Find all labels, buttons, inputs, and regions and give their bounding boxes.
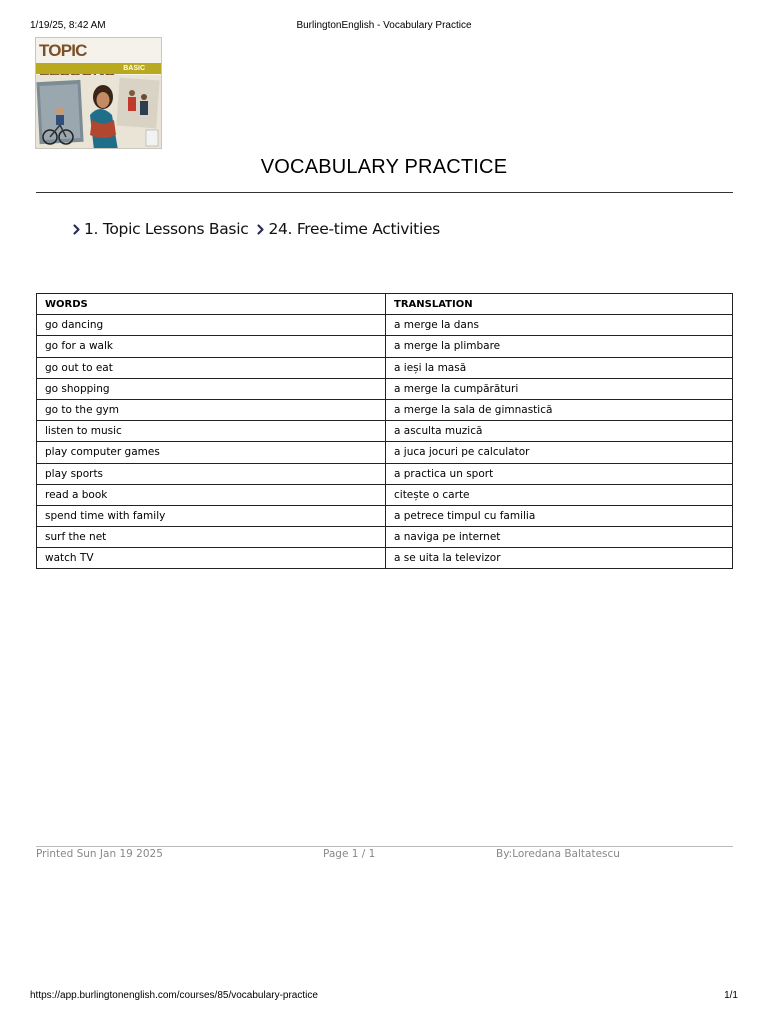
- table-row: [37, 484, 733, 505]
- logo-photo-collage: [36, 75, 162, 149]
- table-row: [37, 442, 733, 463]
- table-row: [37, 505, 733, 526]
- translation-cell: a asculta muzică: [386, 421, 733, 442]
- table-row: [37, 378, 733, 399]
- print-page-count: 1/1: [724, 990, 738, 1001]
- table-row: [37, 336, 733, 357]
- translation-cell: a merge la sala de gimnastică: [386, 399, 733, 420]
- logo-subtitle: BASIC: [123, 65, 145, 72]
- print-page-title: BurlingtonEnglish - Vocabulary Practice: [296, 20, 472, 31]
- chevron-right-icon: [256, 221, 266, 237]
- column-header-words: WORDS: [37, 294, 386, 315]
- translation-cell: a merge la cumpărături: [386, 378, 733, 399]
- breadcrumb-item-lesson[interactable]: [256, 220, 440, 238]
- table-row: [37, 315, 733, 336]
- column-header-translation: TRANSLATION: [386, 294, 733, 315]
- word-cell: spend time with family: [37, 505, 386, 526]
- vocabulary-table: [36, 293, 733, 569]
- breadcrumb: [72, 220, 448, 238]
- title-divider: [36, 192, 733, 193]
- word-cell: watch TV: [37, 548, 386, 569]
- page-title: VOCABULARY PRACTICE: [260, 156, 508, 178]
- print-header: [30, 20, 738, 34]
- word-cell: surf the net: [37, 527, 386, 548]
- word-cell: go out to eat: [37, 357, 386, 378]
- breadcrumb-item-course[interactable]: [72, 220, 248, 238]
- table-row: [37, 399, 733, 420]
- topic-lessons-logo: [35, 37, 162, 149]
- translation-cell: a se uita la televizor: [386, 548, 733, 569]
- translation-cell: a ieși la masă: [386, 357, 733, 378]
- word-cell: listen to music: [37, 421, 386, 442]
- document-footer: [0, 848, 768, 862]
- author: By:Loredana Baltatescu: [496, 848, 620, 860]
- word-cell: read a book: [37, 484, 386, 505]
- printed-date: Printed Sun Jan 19 2025: [36, 848, 163, 860]
- print-footer: [30, 990, 738, 1004]
- translation-cell: a naviga pe internet: [386, 527, 733, 548]
- chevron-right-icon: [72, 221, 82, 237]
- page-number: Page 1 / 1: [323, 848, 376, 860]
- translation-cell: a practica un sport: [386, 463, 733, 484]
- breadcrumb-label: 1. Topic Lessons Basic: [84, 220, 249, 238]
- logo-title: TOPIC: [39, 41, 87, 60]
- word-cell: go to the gym: [37, 399, 386, 420]
- translation-cell: a merge la dans: [386, 315, 733, 336]
- table-row: [37, 421, 733, 442]
- translation-cell: a juca jocuri pe calculator: [386, 442, 733, 463]
- table-row: [37, 463, 733, 484]
- translation-cell: a merge la plimbare: [386, 336, 733, 357]
- footer-divider: [36, 846, 733, 847]
- table-row: [37, 527, 733, 548]
- word-cell: go dancing: [37, 315, 386, 336]
- table-row: [37, 357, 733, 378]
- translation-cell: a petrece timpul cu familia: [386, 505, 733, 526]
- word-cell: go shopping: [37, 378, 386, 399]
- table-row: [37, 548, 733, 569]
- print-datetime: 1/19/25, 8:42 AM: [30, 20, 106, 31]
- table-header-row: [37, 294, 733, 315]
- translation-cell: citește o carte: [386, 484, 733, 505]
- word-cell: play computer games: [37, 442, 386, 463]
- word-cell: play sports: [37, 463, 386, 484]
- print-url: https://app.burlingtonenglish.com/courses/85/vocabulary-practice: [30, 990, 318, 1001]
- word-cell: go for a walk: [37, 336, 386, 357]
- breadcrumb-label: 24. Free-time Activities: [268, 220, 440, 238]
